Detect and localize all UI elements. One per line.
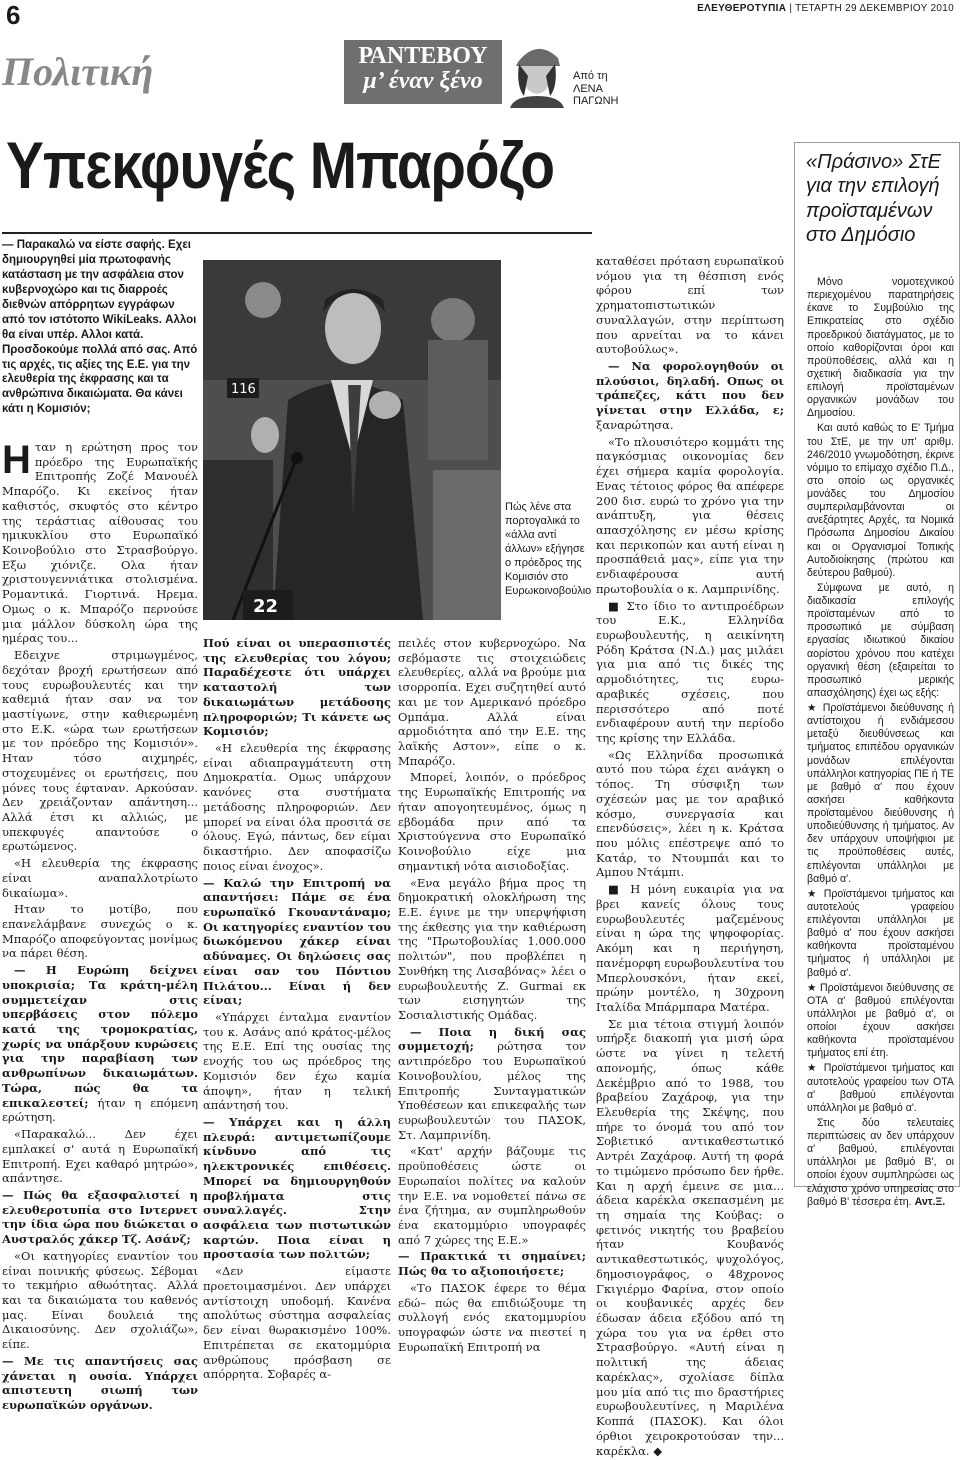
barroso-photo	[203, 260, 501, 620]
sidebar-paragraph: Στις δύο τελευταίες περιπτώσεις αν δεν υπάρχουν α' βαθμού, επιλέγονται υπάλληλοι με βαθμό Β', οι οποίοι έχουν συμπληρώσει ως ελάχιστο χρόνο υπηρεσίας στο βαθμό Β' τέσσερα έτη.	[807, 1116, 954, 1208]
paragraph: καταθέσει πρόταση ευρωπαϊκού νόμου για τη θέσπιση ενός φόρου επί των χρηματοπιστωτικών συναλλαγών, στην περίπτωση που αρνείται να το κάνει αυτοβούλως».	[596, 254, 784, 357]
paragraph: ■ Η μόνη ευκαιρία για να βρει κανείς όλους τους ευρωβουλευτές μαζεμένους είναι η ώρα της ψηφοφορίας. Ακόμη και η περιήγηση, πανέμορφη ευρωβουλευτίνα του Μπερλουσκόνι, ήταν εκεί, πρώην μοντέλο, η 30χρονη Ιταλίδα Μπάρμπαρα Ματέρα.	[596, 882, 784, 1014]
paragraph: Ηταν το μοτίβο, που επανελάμβανε συνεχώς ο κ. Μπαρόζο αποφεύγοντας μονίμως να πάρει θέση.	[2, 902, 198, 961]
question: — Να φορολογηθούν οι πλούσιοι, δηλαδή. Οπως οι τράπεζες, κάτι που δεν γίνεται στην Ελλάδα, ε;	[596, 359, 784, 418]
question: — Η Ευρώπη δείχνει υποκρισία; Τα κράτη-μέλη συμμετείχαν στις υπερβάσεις στον πόλεμο κατά της τρομοκρατίας, χωρίς να υπάρξουν κυρώσεις για την παραβίαση των ανθρωπίνων δικαιωμάτων. Τώρα, πώς θα τα επικαλεστεί;	[2, 963, 198, 1110]
page-number: 6	[6, 0, 21, 30]
question: — Καλώ την Επιτροπή να απαντήσει: Πάμε σε ένα ευρωπαϊκό Γκουαντάναμο; Οι κατηγορίες εναντίον του διωκόμενου χάκερ είναι αδύναμες. Οι δηλώσεις σας είναι σαν του Πόντιου Πιλάτου... Είναι ή δεν είναι;	[203, 875, 391, 1008]
question: — Υπάρχει και η άλλη πλευρά: αντιμετωπίζουμε κίνδυνο από τις ηλεκτρονικές επιθέσεις. Μπορεί να δημιουργηθούν προβλήματα στις συναλλαγές. Στην ασφάλεια των πιστωτικών καρτών. Ποια είναι η προστασία των πολιτών;	[203, 1115, 391, 1262]
paragraph: ήταν η επόμενη ερώτηση.	[2, 1095, 198, 1125]
article-column-1	[2, 440, 198, 1415]
question: — Ποια η δική σας συμμετοχή;	[398, 1024, 586, 1054]
column-title: ΡΑΝΤΕΒΟΥ	[358, 43, 488, 69]
newspaper-name: ΕΛΕΥΘΕΡΟΤΥΠΙΑ	[697, 3, 787, 14]
paragraph: «Δεν είμαστε προετοιμασμένοι. Δεν υπάρχει αντίστοιχη υποδομή. Κανένα απολύτως σύστημα ασφαλείας δεν είναι θωρακισμένο 100%. Επιτρέπεται σε εκατομμύρια ανθρώπους πρόσβαση σε απόρρητα. Σοβαρές α-	[203, 1264, 391, 1382]
byline	[573, 70, 618, 108]
lead-paragraph: ταν η ερώτηση προς τον πρόεδρο της Ευρωπαϊκής Επιτροπής Ζοζέ Μανουέλ Μπαρόζο. Κι εκείνος ήταν καθιστός, σκυφτός στο κέντρο της τεράστιας αίθουσας του ημικυκλίου στο Ευρωπαϊκό Κοινοβούλιο στο Στρασβούργο. Εξω χιόνιζε. Ολα ήταν χριστουγεννιάτικα στολισμένα. Ρομαντικά. Γιορτινά. Ηρεμα. Ομως ο κ. Μπαρόζο περνούσε μια μάλλον δύσκολη ώρα της ημέρας του...	[2, 440, 198, 646]
intro-text: — Παρακαλώ να είστε σαφής. Εχει δημιουργηθεί μία πρωτοφανής κατάσταση με την ασφάλεια στον κυβερνοχώρο και τις διαρροές διεθνών απόρρητων εγγράφων από τον ιστότοπο WikiLeaks. Αλλοι θα είναι υπέρ. Αλλοι κατά. Προσδοκούμε πολλά από σας. Από τις αρχές, τις αξίες της Ε.Ε. για την ελευθερία της έκφρασης και τα ανθρώπινα δικαιώματα. Θα κάνει κάτι η Κομισιόν;	[2, 239, 198, 416]
paragraph: πειλές στον κυβερνοχώρο. Να σεβόμαστε τις στοιχειώδεις ελευθερίες, αλλά να βρούμε μια ισορροπία. Εχει συζητηθεί αυτό και με τον Αμερικανό πρόεδρο Ομπάμα. Αλλά είναι αρμοδιότητα από την Ε.Ε. της λαϊκής Αστον», είπε ο κ. Μπαρόζο.	[398, 636, 586, 768]
sidebar-bullet: ★ Προϊστάμενοι τμήματος και αυτοτελούς γραφείου επιλέγονται υπάλληλοι με βαθμό α' που έχουν ασκήσει καθήκοντα προϊσταμένου τμήματος ή υπάλληλοι με βαθμό α'.	[807, 887, 954, 979]
byline-from: Από τη	[573, 70, 608, 82]
question: Πού είναι οι υπερασπιστές της ελευθερίας του λόγου; Παραδέχεστε ότι υπάρχει καταστολή των δικαιωμάτων μετάδοσης πληροφοριών; Τι κάνετε ως Κομισιόν;	[203, 636, 391, 739]
paragraph: Σε μια τέτοια στιγμή λοιπόν υπήρξε διακοπή για μισή ώρα ώστε να γίνει η τελετή απονομής, όπως κάθε Δεκέμβριο από το 1988, του βραβείου Ζαχάροφ, για την Ελευθερία της Σκέψης, που πήρε το όνομά του από τον Σοβιετικό αντικαθεστωτικό Αντρέι Ζαχάροφ. Αυτή τη φορά το τιμώμενο πρόσωπο δεν ήρθε. Και η αρχή έμεινε σε μια... άδεια καρέκλα σκεπασμένη με τη σημαία της Κούβας: ο φετινός νικητής του βραβείου ήταν Κουβανός αντικαθεστωτικός, ψυχολόγος, δημοσιογράφος, ο 48χρονος Γκιγιέρμο Φαρίνα, στον οποίο οι κουβανικές αρχές δεν έδωσαν άδεια εξόδου από τη χώρα του για να έρθει στο Στρασβούργο. «Αυτή είναι η πολιτική της άδειας καρέκλας», σχολίασε δίπλα μου μία από τις πιο δραστήριες ευρωβουλευτίνες, η Μαριλένα Κοππά (ΠΑΣΟΚ). Και όλοι όρθιοι χειροκροτούσαν την... καρέκλα. ◆	[596, 1016, 784, 1458]
masthead: ΕΛΕΥΘΕΡΟΤΥΠΙΑ | ΤΕΤΑΡΤΗ 29 ΔΕΚΕΜΒΡΙΟΥ 2010	[697, 3, 954, 14]
article-column-4	[596, 254, 784, 1460]
paragraph: ξαναρώτησα.	[596, 417, 674, 432]
paragraph: «Υπάρχει ένταλμα εναντίον του κ. Ασάνς από κράτος-μέλος της Ε.Ε. Επί της ουσίας της ενοχής του ως πρόεδρος της Κομισιόν δεν έχω καμία άποψη», ήταν η τελική απάντησή του.	[203, 1009, 391, 1113]
sidebar-signature: Αντ.Ξ.	[914, 1195, 946, 1208]
sidebar-body	[807, 276, 954, 1211]
issue-date: ΤΕΤΑΡΤΗ 29 ΔΕΚΕΜΒΡΙΟΥ 2010	[795, 3, 954, 14]
sidebar-bullet: ★ Προϊστάμενοι διεύθυνσης ή αντίστοιχου ή ενδιάμεσου μεταξύ διευθύνσεως και τμήματος επιπέδου οργανικών μονάδων επιλέγονται υπάλληλοι κατηγορίας ΠΕ ή ΤΕ με βαθμό α' που έχουν ασκήσει καθήκοντα προϊσταμένου διεύθυνσης ή υποδιεύθυνσης ή τμήματος. Αν δεν υπάρχουν υποψήφιοι με τις προϋποθέσεις αυτές, επιλέγονται υπάλληλοι με βαθμό α'.	[807, 702, 954, 885]
sidebar-bullet: ★ Προϊστάμενοι διεύθυνσης σε ΟΤΑ α' βαθμού επιλέγονται υπάλληλοι με βαθμό α', οι οποίοι έχουν ασκήσει καθήκοντα προϊσταμένου τμήματος επί έτη.	[807, 981, 954, 1060]
seat-number: 116	[231, 382, 256, 397]
column-logo	[344, 40, 502, 104]
drop-cap: Η	[2, 438, 31, 482]
paragraph: «Οι κατηγορίες εναντίον του είναι ποινικής φύσεως. Σέβομαι το τεκμήριο αθωότητας. Αλλά και τα δικαιώματα του καθενός μας. Είναι δουλειά της Δικαιοσύνης. Δεν σχολιάζω», είπε.	[2, 1248, 198, 1352]
question: — Πώς θα εξασφαλιστεί η ελευθεροτυπία στο Ιντερνετ την ίδια ώρα που διώκεται ο Αυστραλός χάκερ Τζ. Ασάνζ;	[2, 1187, 198, 1247]
sidebar-paragraph: Και αυτό καθώς το Ε' Τμήμα του ΣτΕ, με την υπ' αριθμ. 246/2010 γνωμοδότηση, έκρινε νόμιμο το επίμαχο σχέδιο Π.Δ., στο οποίο ως οργανικές μονάδες του Δημοσίου συμπεριλαμβάνονται οι ανεξάρτητες Αρχές, τα Νομικά Πρόσωπα Δημοσίου Δικαίου και οι Οργανισμοί Τοπικής Αυτοδιοίκησης (πρώτου και δεύτερου βαθμού).	[807, 422, 954, 579]
sidebar-title: «Πράσινο» ΣτΕ για την επιλογή προϊσταμένων στο Δημόσιο	[806, 151, 941, 247]
paragraph: «Η ελευθερία της έκφρασης είναι αναπαλλοτρίωτο δικαίωμα».	[2, 856, 198, 900]
paragraph: ρώτησα τον αντιπρόεδρο του Ευρωπαϊκού Κοινοβουλίου, μέλος της Επιτροπής Συνταγματικών Υποθέσεων και επικεφαλής των ευρωβουλευτών του ΠΑΣΟΚ, Στ. Λαμπρινίδη.	[398, 1039, 586, 1142]
intro-question	[2, 238, 198, 419]
article-column-2	[203, 636, 391, 1384]
sidebar-paragraph: Μόνο νομοτεχνικού περιεχομένου παρατηρήσεις έκανε το Συμβούλιο της Επικρατείας στο σχέδιο προεδρικού διατάγματος, με το οποίο καθορίζονται όροι και προϋποθέσεις, αλλά και η σχετική διαδικασία για την επιλογή προϊσταμένων οργανικών μονάδων του Δημοσίου.	[807, 276, 954, 420]
divider	[2, 232, 592, 234]
paragraph: «Κατ' αρχήν βάζουμε τις προϋποθέσεις ώστε οι Ευρωπαίοι πολίτες να καλούν την Ε.Ε. να νομοθετεί πάνω σε ένα ζήτημα, αν συμπληρωθούν ένα εκατομμύριο υπογραφές από 7 χώρες της Ε.Ε.»	[398, 1144, 586, 1247]
paragraph: «Ως Ελληνίδα προσωπικά αυτό που τώρα έχει ανάγκη ο τόπος. Τη σύσφιξη των σχέσεών μας με τον αραβικό κόσμο, συνεργασία και επενδύσεις», λέει η κ. Κράτσα που μόλις επέστρεψε από το Κατάρ, το Ντουμπάι και το Αμπου Ντάμπι.	[596, 747, 784, 880]
paragraph: «Η ελευθερία της έκφρασης είναι αδιαπραγμάτευτη στη Δημοκρατία. Ομως υπάρχουν κανόνες στα συστήματα μετάδοσης πληροφοριών. Δεν μπορεί να είναι όλα προσιτά σε όλους. Εγώ, πάντως, δεν είμαι δικαστήριο. Δεν αποφασίζω ποιος είναι ένοχος».	[203, 741, 391, 873]
byline-surname: ΠΑΓΩΝΗ	[573, 95, 619, 108]
paragraph: «Το ΠΑΣΟΚ έφερε το θέμα εδώ– πώς θα επιδιώξουμε τη συλλογή ενός εκατομμυρίου υπογραφών ώστε να πιεστεί η Ευρωπαϊκή Επιτροπή να	[398, 1280, 586, 1354]
sidebar-bullet: ★ Προϊστάμενοι τμήματος και αυτοτελούς γραφείου των ΟΤΑ α' βαθμού επιλέγονται υπάλληλοι με βαθμό α'.	[807, 1062, 954, 1114]
paragraph: Μπορεί, λοιπόν, ο πρόεδρος της Ευρωπαϊκής Επιτροπής να ήταν απογοητευμένος, όμως η εβδομάδα πριν από τα Χριστούγεννα στο Ευρωπαϊκό Κοινοβούλιο είχε μια σημαντική νότα αισιοδοξίας.	[398, 770, 586, 873]
paragraph: «Παρακαλώ... Δεν έχει εμπλακεί σ' αυτά η Ευρωπαϊκή Επιτροπή. Εχει καθαρό μητρώο», απάντησε.	[2, 1127, 198, 1186]
sidebar-paragraph: Σύμφωνα με αυτό, η διαδικασία επιλογής προϊσταμένων από το προσωπικό με σύμβαση εργασίας ιδιωτικού δικαίου αορίστου χρόνου που κατέχει οργανική θέση (εξαιρείται το προσωπικό μερικής απασχόλησης) έχει ως εξής:	[807, 581, 954, 699]
column-subtitle: μ’ έναν ξένο	[363, 68, 483, 95]
photo-caption: Πώς λένε στα πορτογαλικά το «άλλα αντί άλλων» εξήγησε ο πρόεδρος της Κομισιόν στο Ευρωκοινοβούλιο	[505, 501, 592, 598]
article-column-3	[398, 636, 586, 1357]
paragraph: «Το πλουσιότερο κομμάτι της παγκόσμιας οικονομίας δεν έχει σήμερα καμία φορολογία. Ενας τέτοιος φόρος θα απέφερε 200 δισ. ευρώ το χρόνο για την ανάπτυξη, για θέσεις απασχόλησης εν μέσω κρίσης και περικοπών και αυτή είναι η προσπάθειά μας», είπε για την ενδιαφέρουσα αυτή πρωτοβουλία ο κ. Λαμπρινίδης.	[596, 434, 784, 596]
question: — Πρακτικά τι σημαίνει; Πώς θα το αξιοποιήσετε;	[398, 1249, 586, 1279]
question: — Με τις απαντήσεις σας χάνεται η ουσία. Υπάρχει απιστευτη σιωπή των ευρωπαϊκών οργάνων.	[2, 1353, 198, 1412]
seat-number: 22	[253, 596, 279, 617]
paragraph: ■ Στο ίδιο το αντιπροέδρων του Ε.Κ., Ελληνίδα ευρωβουλευτής, η αεικίνητη Ρόδη Κράτσα (Ν.Δ.) μας μιλάει για μια από τις δικές της αρμοδιότητες, τις ευρω-αραβικές σχέσεις, που περισσότερο από ποτέ ενδιαφέρουν αυτή την περίοδο της κρίσης την Ελλάδα.	[596, 598, 784, 745]
author-portrait	[506, 36, 568, 108]
section-title: Πολιτική	[2, 49, 154, 94]
headline: Υπεκφυγές Μπαρόζο	[6, 128, 555, 202]
byline-name: ΛΕΝΑ	[573, 82, 603, 95]
paragraph: «Ενα μεγάλο βήμα προς τη δημοκρατική ολοκλήρωση της Ε.Ε. έγινε με την υπερψήφιση της έκθεσης για την καθιέρωση της "Πρωτοβουλίας 1.000.000 πολιτών", που προβλέπει η Συνθήκη της Λισαβόνας» λέει ο ευρωβουλευτής Ζ. Gurmai εκ των εισηγητών της Σοσιαλιστικής Ομάδας.	[398, 875, 586, 1022]
paragraph: Εδειχνε στριμωγμένος, δεχόταν βροχή ερωτήσεων από τους ευρωβουλευτές και την καθεμιά ήταν σαν να τον μαστίγωνε, στην καθιερωμένη στο Ε.Κ. «ώρα των ερωτήσεων με τον πρόεδρο της Κομισιόν». Ηταν τόσο αιχμηρές, στοχευμένες οι ερωτήσεις, που μόνες τους έφταναν. Αρκούσαν. Δεν χρειάζονταν απάντηση... Αλλά έτσι κι αλλιώς, με υπεκφυγές απαντούσε ο ερωτώμενος.	[2, 648, 198, 854]
